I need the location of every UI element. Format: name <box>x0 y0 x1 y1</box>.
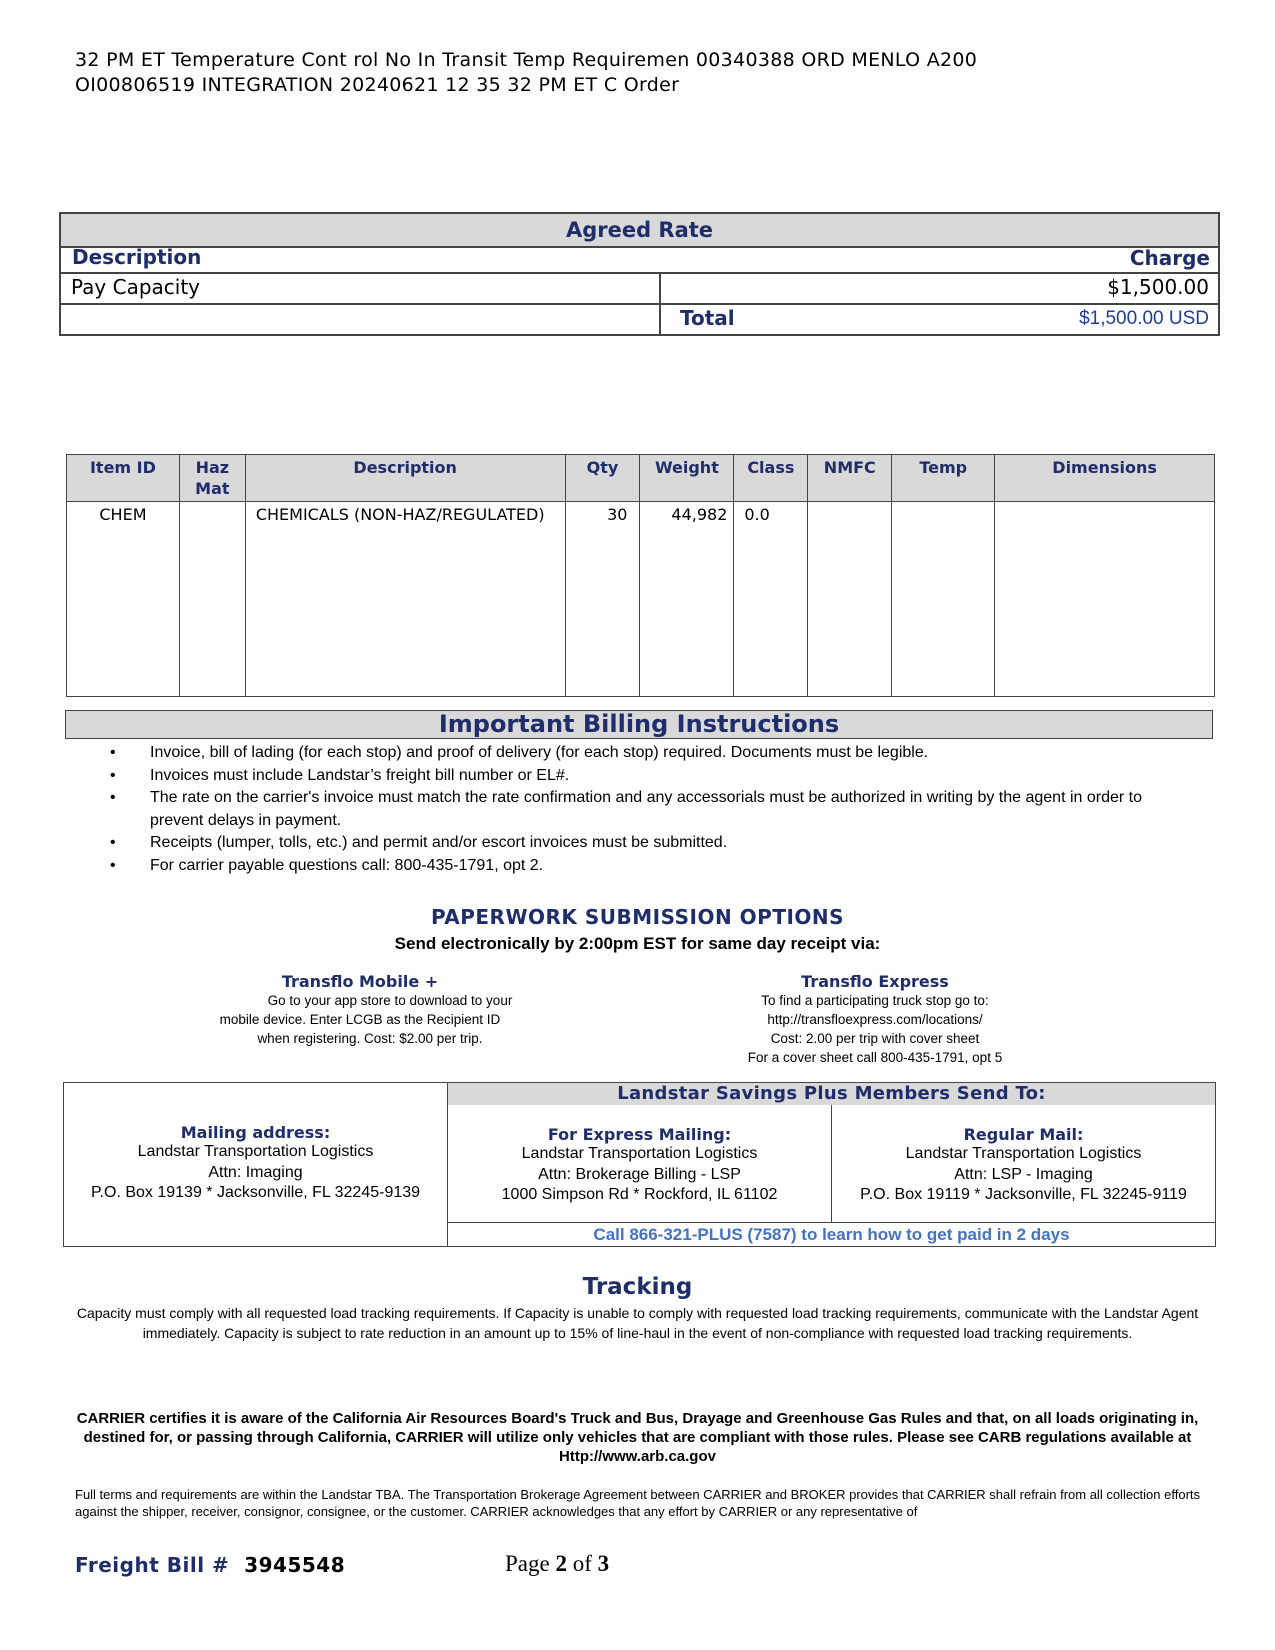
freight-bill-label: Freight Bill # <box>75 1553 230 1577</box>
total-value: $1,500.00 USD <box>1079 308 1209 329</box>
page-total: 3 <box>597 1551 610 1576</box>
mailing-line-2: Attn: Imaging <box>208 1163 303 1181</box>
mailing-address-section <box>64 1123 447 1204</box>
cell-qty: 30 <box>565 502 640 697</box>
transflo-mobile-line-1: Go to your app store to download to your <box>267 993 513 1008</box>
mailing-address-title: Mailing address: <box>180 1123 331 1142</box>
table-row <box>67 502 1215 697</box>
list-item: • Invoices must include Landstar’s freight bill number or EL#. <box>110 765 1170 788</box>
transflo-mobile-line-2: mobile device. Enter LCGB as the Recipient ID <box>219 1012 501 1027</box>
col-qty: Qty <box>565 455 640 502</box>
cell-item-id: CHEM <box>67 502 180 697</box>
transflo-express-title: Transflo Express <box>801 972 949 991</box>
col-haz-mat: Haz Mat <box>179 455 245 502</box>
tracking-title: Tracking <box>582 1274 693 1300</box>
list-item: • Receipts (lumper, tolls, etc.) and permit and/or escort invoices must be submitted. <box>110 832 1170 855</box>
tracking-text: Capacity must comply with all requested load tracking requirements. If Capacity is unable to comply with requested load tracking requirements, communicate with the Landstar Agent immediately. Capacity is subject to rate reduction in an amount up to 15% of line-haul in the event of non-compliance with requested load tracking requirements. <box>76 1305 1199 1341</box>
regular-mail-line-2: Attn: LSP - Imaging <box>954 1165 1093 1183</box>
col-item-id: Item ID <box>67 455 180 502</box>
line-charge: $1,500.00 <box>1107 275 1209 299</box>
regular-mail-section <box>832 1125 1215 1206</box>
transflo-express-url: http://transfloexpress.com/locations/ <box>767 1012 983 1027</box>
agreed-rate-table <box>59 212 1220 336</box>
lsp-call-text: Call 866-321-PLUS (7587) to learn how to get paid in 2 days <box>593 1225 1070 1244</box>
freight-bill-value: 3945548 <box>244 1553 346 1577</box>
lsp-members-title: Landstar Savings Plus Members Send To: <box>448 1083 1215 1105</box>
transflo-express-section <box>690 972 1060 1067</box>
page-current: 2 <box>555 1551 567 1576</box>
charge-header: Charge <box>1129 246 1210 270</box>
list-item: • Invoice, bill of lading (for each stop) and proof of delivery (for each stop) required. Documents must be legible. <box>110 742 1170 765</box>
col-temp: Temp <box>892 455 995 502</box>
paperwork-title: PAPERWORK SUBMISSION OPTIONS <box>430 905 845 929</box>
cell-haz-mat <box>179 502 245 697</box>
header-line-2: OI00806519 INTEGRATION 20240621 12 35 32 PM ET C Order <box>75 74 680 96</box>
transflo-mobile-line-3: when registering. Cost: $2.00 per trip. <box>257 1031 483 1046</box>
agreed-rate-header-row <box>61 245 1218 274</box>
cell-nmfc <box>808 502 892 697</box>
items-header-row <box>67 455 1215 502</box>
mailing-address-box <box>63 1082 1216 1247</box>
agreed-rate-total-row <box>61 303 1218 334</box>
agreed-rate-line-row <box>61 274 1218 303</box>
regular-mail-line-3: P.O. Box 19119 * Jacksonville, FL 32245-9119 <box>860 1186 1187 1203</box>
col-class: Class <box>734 455 808 502</box>
transflo-mobile-title: Transflo Mobile + <box>281 972 439 991</box>
regular-mail-title: Regular Mail: <box>963 1125 1084 1144</box>
express-mailing-section <box>448 1125 831 1206</box>
terms-text: Full terms and requirements are within the Landstar TBA. The Transportation Brokerage Agreement between CARRIER and BROKER provides that CARRIER shall refrain from all collection efforts against the shipper, receiver, consignor, consignee, or the customer. CARRIER acknowledges that any effort by CARRIER or any representative of <box>75 1487 1201 1519</box>
paperwork-subtitle: Send electronically by 2:00pm EST for same day receipt via: <box>394 934 881 953</box>
transflo-express-line-1: To find a participating truck stop go to: <box>761 993 989 1008</box>
col-description: Description <box>245 455 565 502</box>
list-item: • For carrier payable questions call: 800-435-1791, opt 2. <box>110 855 1170 878</box>
col-nmfc: NMFC <box>808 455 892 502</box>
mailing-line-3: P.O. Box 19139 * Jacksonville, FL 32245-9139 <box>90 1184 421 1201</box>
billing-instructions-list <box>110 742 1170 877</box>
description-header: Description <box>72 245 202 269</box>
billing-instructions-title: Important Billing Instructions <box>65 710 1213 739</box>
cell-dimensions <box>995 502 1215 697</box>
total-label: Total <box>680 306 735 330</box>
line-description: Pay Capacity <box>71 275 201 299</box>
cell-weight: 44,982 <box>640 502 734 697</box>
items-table <box>66 454 1215 697</box>
page-number <box>505 1551 609 1577</box>
agreed-rate-title: Agreed Rate <box>61 214 1218 248</box>
express-mailing-line-1: Landstar Transportation Logistics <box>521 1145 758 1162</box>
page-of: of <box>572 1551 592 1576</box>
transflo-express-line-4: For a cover sheet call 800-435-1791, opt 5 <box>747 1050 1003 1065</box>
express-mailing-line-2: Attn: Brokerage Billing - LSP <box>538 1165 741 1183</box>
carb-certification-text: CARRIER certifies it is aware of the California Air Resources Board's Truck and Bus, Drayage and Greenhouse Gas Rules and that, on all loads originating in, destined for, or passing through California, CARRIER will utilize only vehicles that are compliant with those rules. Please see CARB regulations available at Http://www.arb.ca.gov <box>76 1410 1199 1465</box>
transflo-express-line-3: Cost: 2.00 per trip with cover sheet <box>770 1031 980 1046</box>
cell-description: CHEMICALS (NON-HAZ/REGULATED) <box>245 502 565 697</box>
regular-mail-line-1: Landstar Transportation Logistics <box>905 1145 1142 1162</box>
mailing-line-1: Landstar Transportation Logistics <box>137 1143 374 1160</box>
col-dimensions: Dimensions <box>995 455 1215 502</box>
cell-class: 0.0 <box>734 502 808 697</box>
express-mailing-title: For Express Mailing: <box>547 1125 732 1144</box>
express-mailing-line-3: 1000 Simpson Rd * Rockford, IL 61102 <box>501 1186 778 1203</box>
page-word: Page <box>505 1551 550 1576</box>
col-weight: Weight <box>640 455 734 502</box>
transflo-mobile-section <box>150 972 570 1048</box>
list-item: • The rate on the carrier's invoice must match the rate confirmation and any accessorials must be authorized in writing by the agent in order to prevent delays in payment. <box>110 787 1170 832</box>
cell-temp <box>892 502 995 697</box>
freight-bill-number <box>75 1553 345 1577</box>
header-line-1: 32 PM ET Temperature Cont rol No In Transit Temp Requiremen 00340388 ORD MENLO A200 <box>75 49 978 71</box>
